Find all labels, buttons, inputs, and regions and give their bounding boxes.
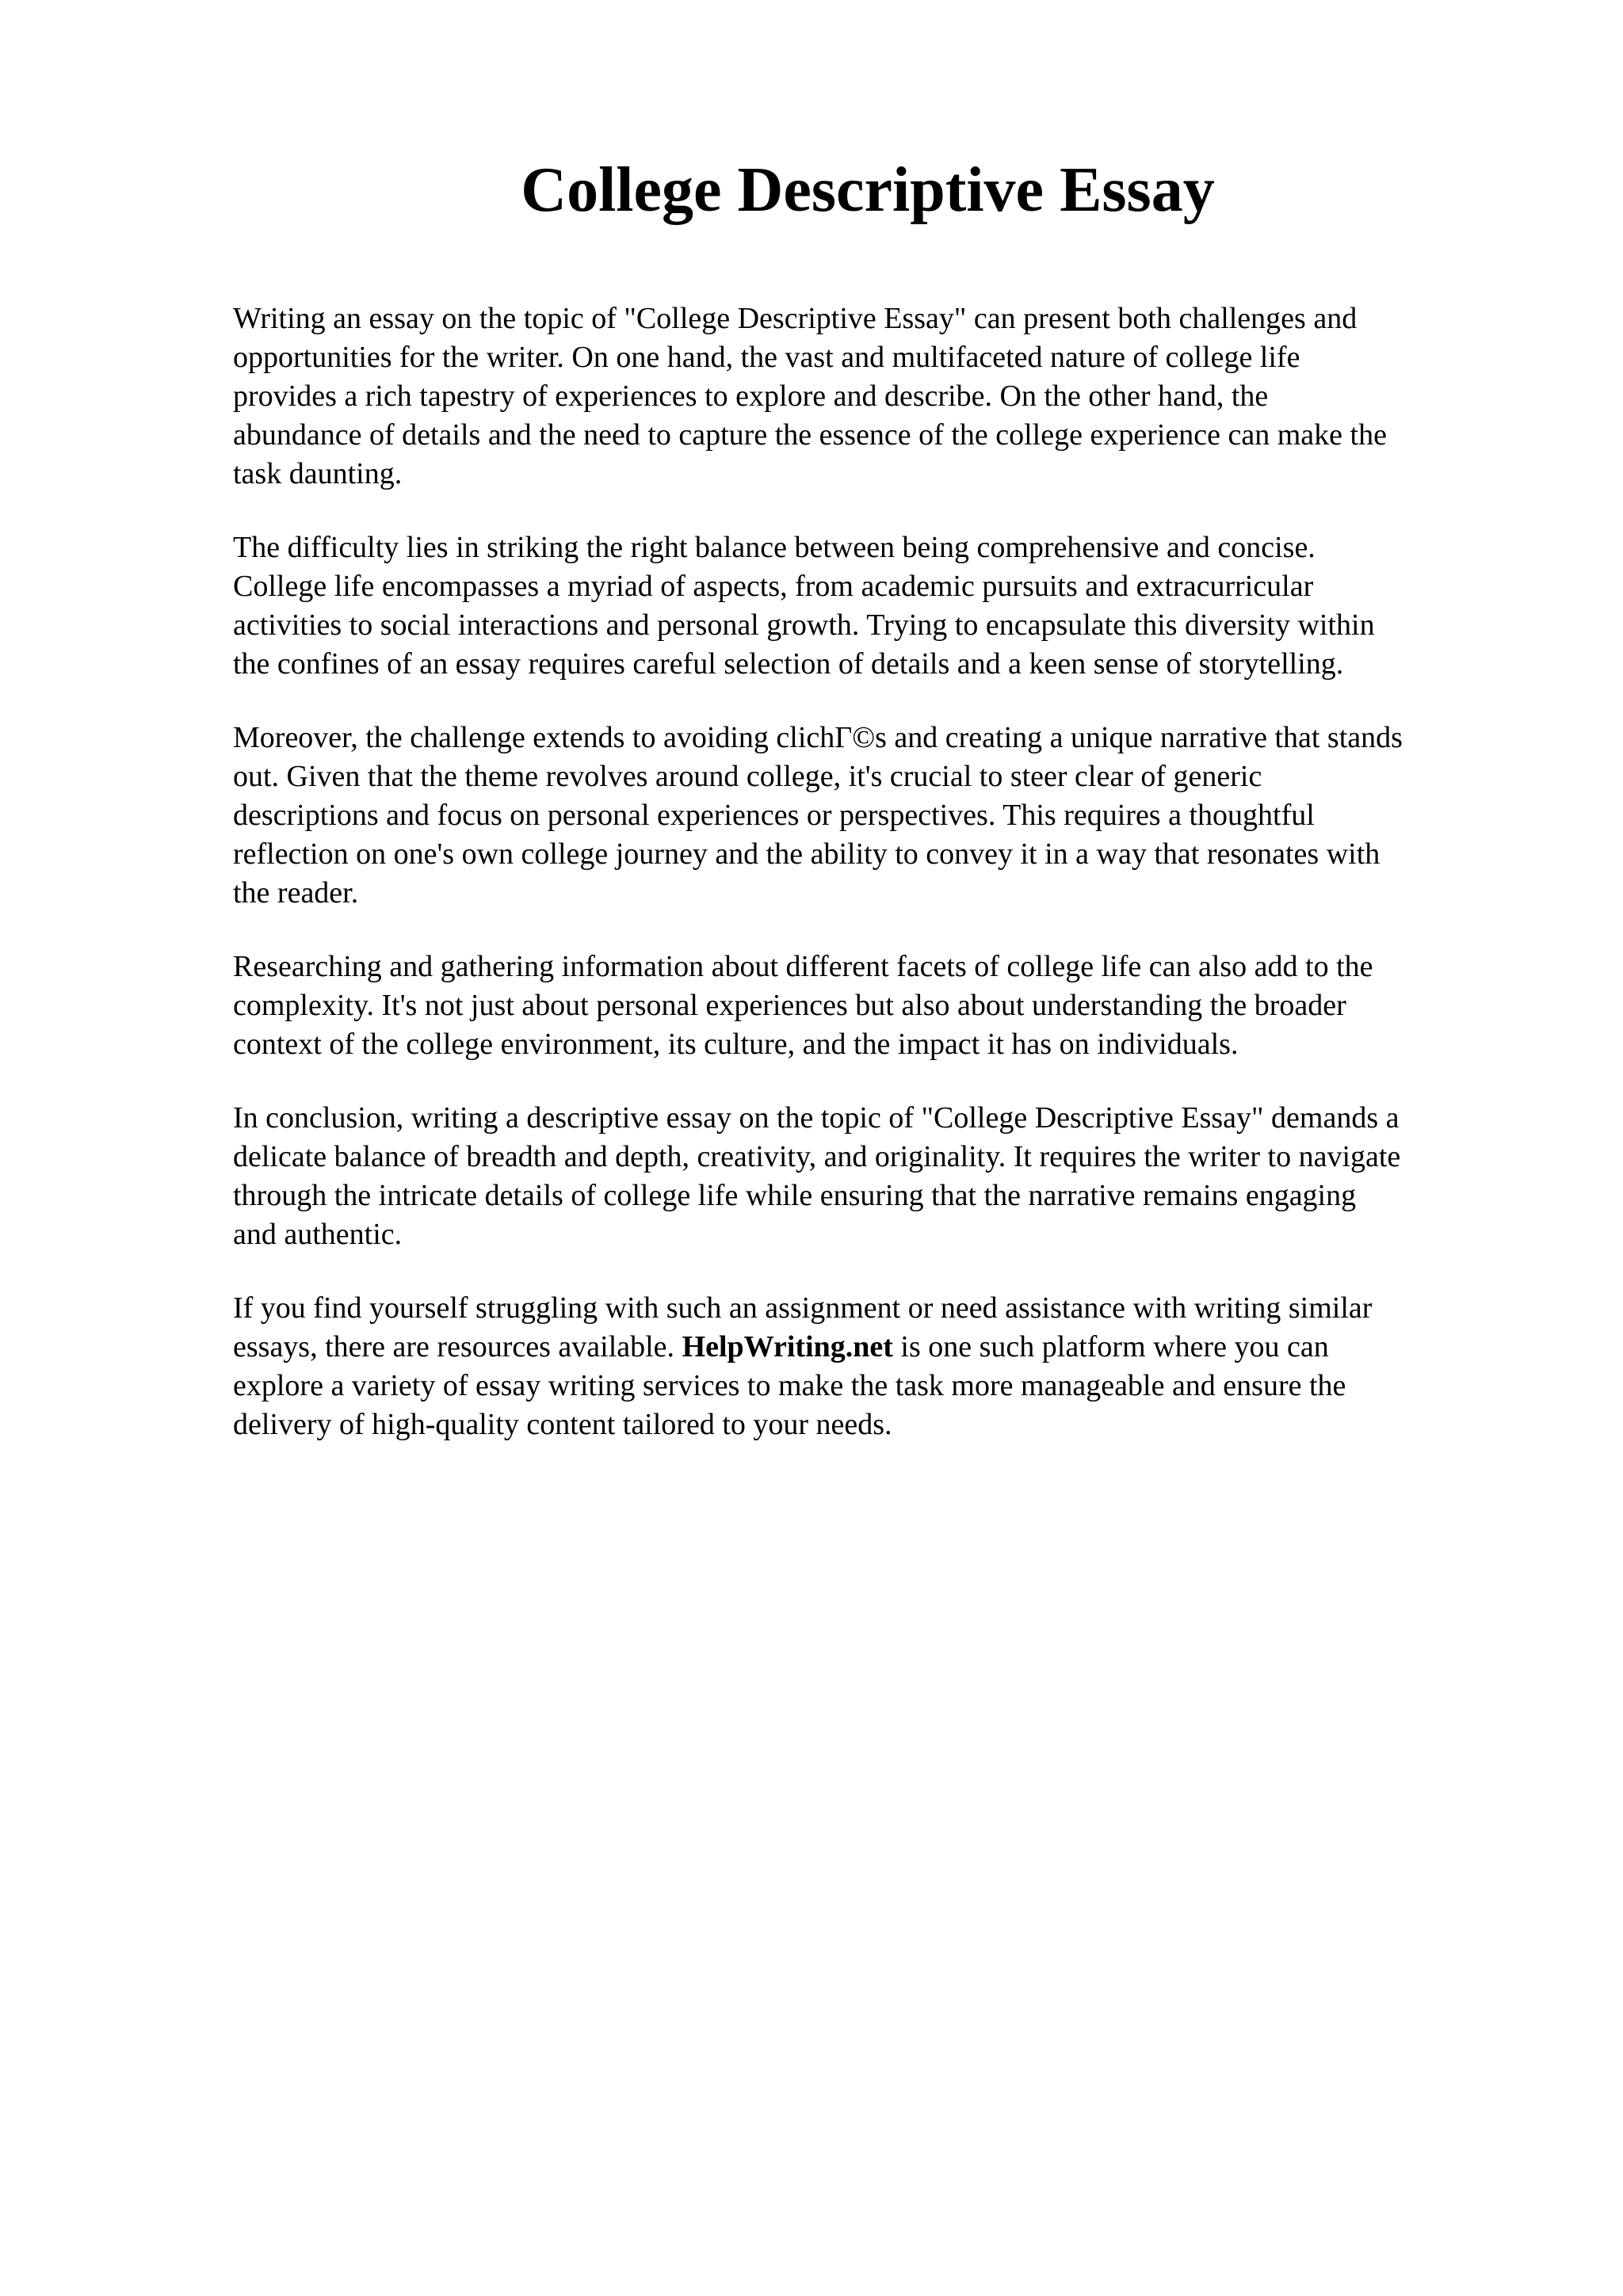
paragraph-line: activities to social interactions and personal growth. Trying to encapsulate this diversity within xyxy=(233,608,1375,642)
paragraph-line: descriptions and focus on personal experiences or perspectives. This requires a thoughtful xyxy=(233,799,1315,832)
paragraph-line: out. Given that the theme revolves around college, it's crucial to steer clear of generic xyxy=(233,760,1262,793)
paragraph-line: delivery of high-quality content tailored to your needs. xyxy=(233,1408,892,1441)
paragraph-line: College life encompasses a myriad of aspects, from academic pursuits and extracurricular xyxy=(233,570,1314,603)
paragraph-6 xyxy=(233,1289,1525,1444)
paragraph-line: complexity. It's not just about personal experiences but also about understanding the broader xyxy=(233,989,1346,1022)
paragraph-3 xyxy=(233,719,1525,913)
paragraph-line: and authentic. xyxy=(233,1218,403,1251)
paragraph-1 xyxy=(233,299,1525,494)
paragraph-line: opportunities for the writer. On one hand, the vast and multifaceted nature of college life xyxy=(233,341,1300,374)
paragraph-line: explore a variety of essay writing services to make the task more manageable and ensure the xyxy=(233,1369,1346,1402)
paragraph-line: Researching and gathering information about different facets of college life can also add to the xyxy=(233,950,1373,983)
brand-name: HelpWriting.net xyxy=(682,1330,893,1363)
document-body xyxy=(233,299,1525,1479)
paragraph-line: delicate balance of breadth and depth, creativity, and originality. It requires the writer to navigate xyxy=(233,1140,1401,1173)
paragraph-line: reflection on one's own college journey and the ability to convey it in a way that resonates with xyxy=(233,837,1381,871)
paragraph-line: If you find yourself struggling with such an assignment or need assistance with writing similar xyxy=(233,1291,1373,1325)
text-before-brand: essays, there are resources available. xyxy=(233,1330,682,1363)
paragraph-line: Moreover, the challenge extends to avoiding clichΓ©s and creating a unique narrative that stands xyxy=(233,721,1403,754)
paragraph-line: the reader. xyxy=(233,876,359,910)
paragraph-line: task daunting. xyxy=(233,457,403,490)
text-after-brand: is one such platform where you can xyxy=(892,1330,1329,1363)
paragraph-line-with-brand xyxy=(233,1328,1525,1367)
document-title: College Descriptive Essay xyxy=(521,155,1215,225)
paragraph-line: through the intricate details of college life while ensuring that the narrative remains engaging xyxy=(233,1179,1357,1212)
paragraph-line: provides a rich tapestry of experiences to explore and describe. On the other hand, the xyxy=(233,379,1269,413)
paragraph-4 xyxy=(233,948,1525,1064)
paragraph-5 xyxy=(233,1099,1525,1254)
paragraph-line: context of the college environment, its culture, and the impact it has on individuals. xyxy=(233,1028,1239,1061)
paragraph-2 xyxy=(233,528,1525,684)
paragraph-line: The difficulty lies in striking the right balance between being comprehensive and concise. xyxy=(233,531,1316,564)
paragraph-line: Writing an essay on the topic of "College Descriptive Essay" can present both challenges and xyxy=(233,302,1358,335)
paragraph-line: abundance of details and the need to capture the essence of the college experience can make the xyxy=(233,418,1387,452)
paragraph-line: In conclusion, writing a descriptive essay on the topic of "College Descriptive Essay" demands a xyxy=(233,1101,1400,1135)
paragraph-line: the confines of an essay requires careful selection of details and a keen sense of storytelling. xyxy=(233,647,1344,681)
